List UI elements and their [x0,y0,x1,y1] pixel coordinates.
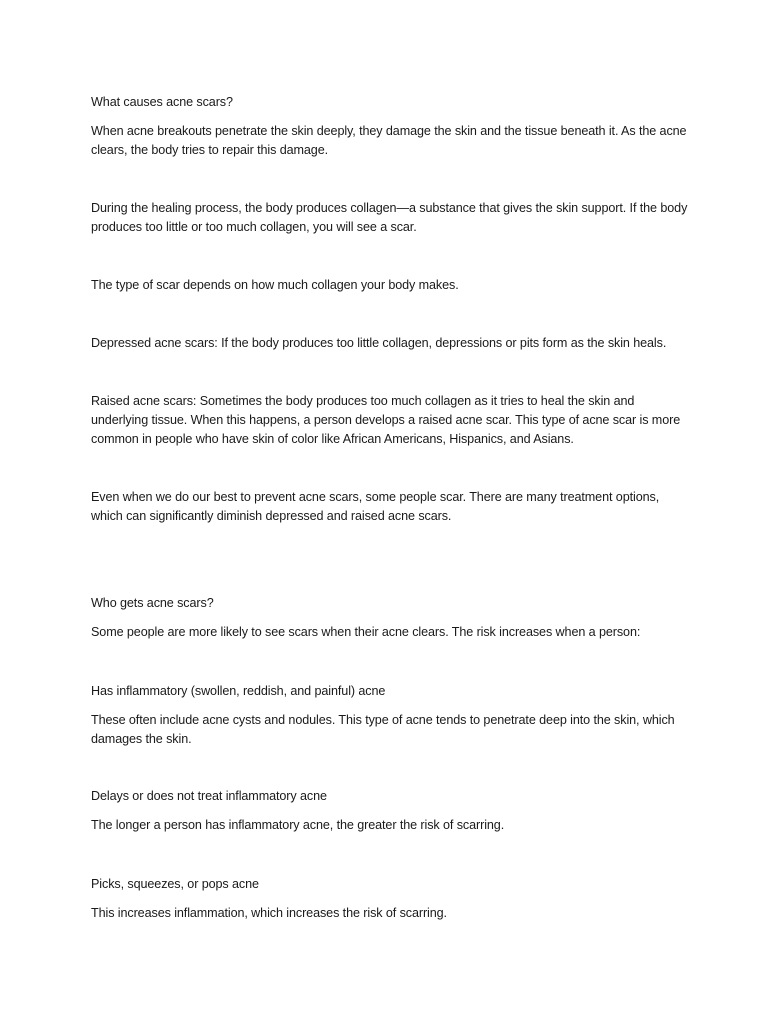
paragraph-risk-intro: Some people are more likely to see scars when their acne clears. The risk increases when a person: [91,625,641,639]
heading-inflammatory-acne: Has inflammatory (swollen, reddish, and painful) acne [91,684,386,698]
heading-what-causes: What causes acne scars? [91,95,233,109]
paragraph-treatment-options: Even when we do our best to prevent acne scars, some people scar. There are many treatment options, which can significantly diminish depressed and raised acne scars. [91,490,660,523]
paragraph-increases-inflammation: This increases inflammation, which increases the risk of scarring. [91,906,447,920]
paragraph-cysts-nodules: These often include acne cysts and nodules. This type of acne tends to penetrate deep into the skin, which damages the skin. [91,713,675,746]
paragraph-raised-scars: Raised acne scars: Sometimes the body produces too much collagen as it tries to heal the skin and underlying tissue. When this happens, a person develops a raised acne scar. This type of acne scar is more common in people who have skin of color like African Americans, Hispanics, and Asians. [91,394,681,446]
heading-who-gets: Who gets acne scars? [91,596,214,610]
paragraph-breakouts: When acne breakouts penetrate the skin deeply, they damage the skin and the tissue beneath it. As the acne clears, the body tries to repair this damage. [91,124,687,157]
heading-delays-treatment: Delays or does not treat inflammatory acne [91,789,327,803]
paragraph-longer-inflammatory: The longer a person has inflammatory acne, the greater the risk of scarring. [91,818,505,832]
paragraph-depressed-scars: Depressed acne scars: If the body produces too little collagen, depressions or pits form as the skin heals. [91,336,667,350]
paragraph-scar-type: The type of scar depends on how much collagen your body makes. [91,278,459,292]
heading-picks-squeezes: Picks, squeezes, or pops acne [91,877,259,891]
paragraph-healing-process: During the healing process, the body produces collagen—a substance that gives the skin support. If the body produces too little or too much collagen, you will see a scar. [91,201,688,234]
